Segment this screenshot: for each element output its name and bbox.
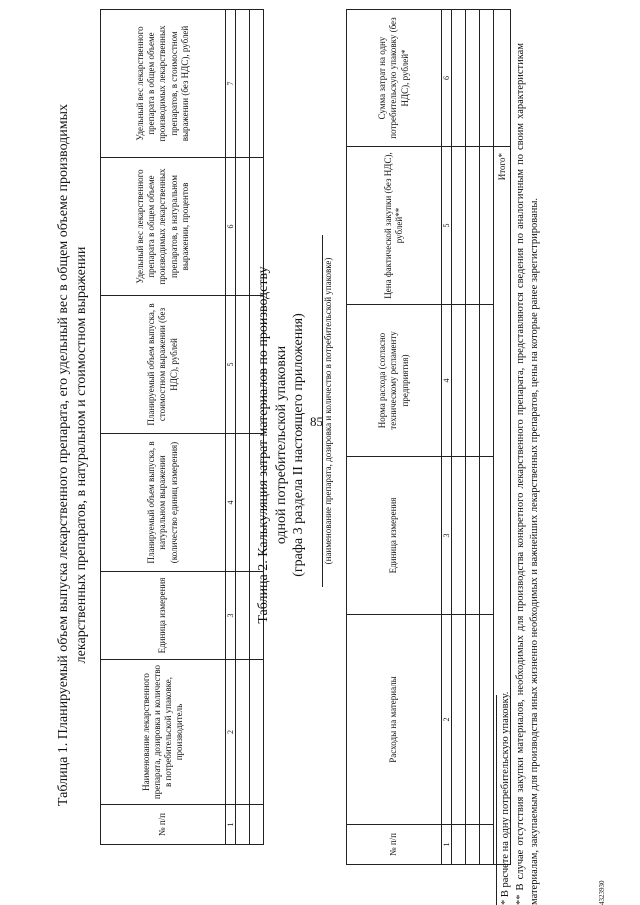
table2-title-line1: Таблица 2. Калькуляция затрат материалов по производству bbox=[256, 266, 271, 624]
document-id: 4323930 bbox=[598, 880, 606, 905]
table1-empty-cell bbox=[236, 296, 250, 434]
footnote-2: ** В случае отсутствия закупки материалов, необходимых для производства конкретного лекарственного препарата, представляются сведения по аналогичным по своим характеристикам материалам, закупаемым для производства иных жизненно необходимых и важнейших лекарственных препаратов, цены на которые ранее зарегистрированы. bbox=[514, 43, 541, 905]
table1-header-cell: Планируемый объем выпуска, в натуральном выражении (количество единиц измерения) bbox=[101, 434, 226, 572]
table1-number-cell: 1 bbox=[226, 805, 236, 845]
table2-number-cell: 1 bbox=[442, 825, 452, 865]
table2-title-line2: одной потребительской упаковки bbox=[273, 345, 289, 545]
table2-header-row bbox=[347, 10, 442, 865]
table2-header-cell: Норма расхода (согласно техническому регламенту предприятия) bbox=[347, 305, 442, 457]
table2-empty-cell bbox=[452, 147, 466, 305]
table1-header-cell: Удельный вес лекарственного препарата в общем объеме производимых лекарственных препаратов, в натуральном выражении, процентов bbox=[101, 158, 226, 296]
table1-empty-cell bbox=[236, 158, 250, 296]
table2-empty-cell bbox=[466, 147, 480, 305]
table1-title bbox=[55, 35, 90, 875]
table2-number-cell: 5 bbox=[442, 147, 452, 305]
table2-title-line3: (графа 3 раздела II настоящего приложения) bbox=[291, 313, 306, 577]
table1-empty-cell bbox=[236, 10, 250, 158]
table2-empty-cell bbox=[480, 825, 494, 865]
table1-empty-row bbox=[236, 10, 250, 845]
table1-title-line1: Таблица 1. Планируемый объем выпуска лекарственного препарата, его удельный вес в общем объеме производимых bbox=[56, 103, 71, 807]
table2-empty-cell bbox=[480, 147, 494, 305]
table1-number-cell: 7 bbox=[226, 10, 236, 158]
table2-empty-cell bbox=[452, 457, 466, 615]
table2-empty-cell bbox=[466, 305, 480, 457]
table1-title-line2: лекарственных препаратов, в натуральном и стоимостном выражении bbox=[73, 246, 89, 664]
table2-number-cell: 2 bbox=[442, 615, 452, 825]
table2-number-cell: 3 bbox=[442, 457, 452, 615]
table2-empty-cell bbox=[452, 615, 466, 825]
table1-empty-cell bbox=[250, 10, 264, 158]
page-number: 85 bbox=[310, 414, 323, 429]
footnote-rule bbox=[496, 695, 497, 905]
table1-empty-cell bbox=[250, 660, 264, 805]
table2-header-cell: Расходы на материалы bbox=[347, 615, 442, 825]
table2-empty-cell bbox=[452, 825, 466, 865]
table1-header-cell: Удельный вес лекарственного препарата в общем объеме производимых лекарственных препаратов, в стоимостном выражении (без НДС), рублей bbox=[101, 10, 226, 158]
table2 bbox=[346, 9, 511, 865]
table1-number-cell: 3 bbox=[226, 572, 236, 660]
table2-empty-cell bbox=[466, 10, 480, 147]
table1-number-cell: 6 bbox=[226, 158, 236, 296]
table2-caption: (наименование препарата, дозировка и количество в потребительской упаковке) bbox=[323, 257, 333, 565]
table1-wrapper bbox=[100, 9, 264, 845]
table2-empty-cell bbox=[466, 825, 480, 865]
table2-empty-row bbox=[452, 10, 466, 865]
table2-header-cell: Цена фактической закупки (без НДС), рублей** bbox=[347, 147, 442, 305]
table1-header-cell: Планируемый объем выпуска, в стоимостном выражении (без НДС), рублей bbox=[101, 296, 226, 434]
table2-wrapper bbox=[346, 9, 511, 865]
table2-number-row bbox=[442, 10, 452, 865]
table2-empty-cell bbox=[480, 305, 494, 457]
table2-empty-cell bbox=[466, 457, 480, 615]
table1-number-cell: 2 bbox=[226, 660, 236, 805]
table2-title bbox=[255, 215, 308, 675]
table2-caption-block bbox=[322, 235, 333, 587]
table2-empty-cell bbox=[480, 10, 494, 147]
table2-empty-row bbox=[466, 10, 480, 865]
footnote-1: * В расчете на одну потребительскую упаковку. bbox=[500, 691, 511, 905]
table1-number-row bbox=[226, 10, 236, 845]
table2-empty-cell bbox=[480, 615, 494, 825]
table1-header-cell: Наименование лекарственного препарата, дозировка и количество в потребительской упаковке, производитель bbox=[101, 660, 226, 805]
table1-empty-cell bbox=[236, 805, 250, 845]
table1-number-cell: 5 bbox=[226, 296, 236, 434]
table1-header-cell: Единица измерения bbox=[101, 572, 226, 660]
table2-number-cell: 4 bbox=[442, 305, 452, 457]
table1-empty-cell bbox=[236, 434, 250, 572]
table2-header-cell: Сумма затрат на одну потребительскую упаковку (без НДС), рублей* bbox=[347, 10, 442, 147]
table1 bbox=[100, 9, 264, 845]
table2-empty-cell bbox=[466, 615, 480, 825]
table1-empty-cell bbox=[250, 805, 264, 845]
table2-empty-cell bbox=[452, 305, 466, 457]
table2-empty-row bbox=[480, 10, 494, 865]
table2-empty-cell bbox=[452, 10, 466, 147]
table1-number-cell: 4 bbox=[226, 434, 236, 572]
table2-number-cell: 6 bbox=[442, 10, 452, 147]
table1-empty-cell bbox=[236, 660, 250, 805]
table2-empty-cell bbox=[480, 457, 494, 615]
table1-header-row bbox=[101, 10, 226, 845]
table1-header-cell: № п/п bbox=[101, 805, 226, 845]
table2-header-cell: № п/п bbox=[347, 825, 442, 865]
table1-empty-cell bbox=[236, 572, 250, 660]
footnotes bbox=[496, 43, 543, 905]
table2-header-cell: Единица измерения bbox=[347, 457, 442, 615]
table2-total-label: Итого* bbox=[494, 147, 511, 865]
